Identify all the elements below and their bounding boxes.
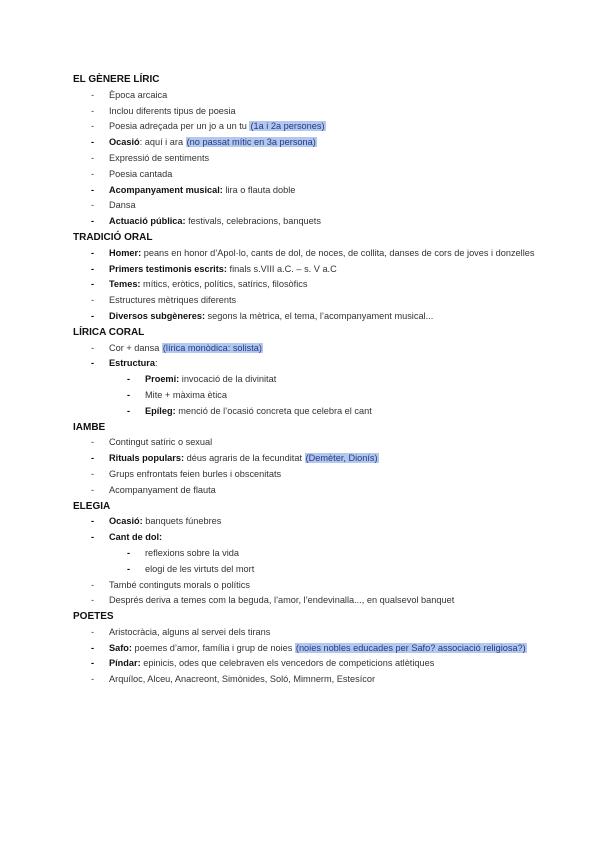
- item-term: Cant de dol:: [109, 532, 163, 543]
- dash-bullet: -: [127, 374, 131, 385]
- list-item: [73, 214, 543, 230]
- section-heading: ELEGIA: [73, 500, 111, 512]
- list-item: [73, 641, 543, 657]
- item-text: Dansa: [109, 200, 136, 211]
- list-item: [73, 135, 543, 151]
- item-text: Acompanyament de flauta: [109, 484, 216, 495]
- dash-bullet: -: [91, 200, 95, 211]
- dash-bullet: -: [91, 295, 95, 306]
- item-term: Actuació pública:: [109, 216, 186, 227]
- section-heading: TRADICIÓ ORAL: [73, 231, 153, 243]
- dash-bullet: -: [91, 184, 95, 195]
- list-item: [73, 309, 543, 325]
- item-text: festivals, celebracions, banquets: [185, 216, 321, 227]
- item-text: Poesia cantada: [109, 168, 173, 179]
- list-item: [73, 151, 543, 167]
- item-term: Píndar:: [109, 658, 141, 669]
- sub-list-item: [73, 562, 543, 578]
- item-term: Diversos subgèneres:: [109, 310, 205, 321]
- dash-bullet: -: [127, 547, 131, 558]
- item-text: Cor + dansa: [109, 342, 162, 353]
- item-term: Ocasió: [109, 137, 140, 148]
- item-term: Temes:: [109, 279, 141, 290]
- dash-bullet: -: [127, 389, 131, 400]
- item-term: Safo:: [109, 642, 132, 653]
- item-text: Poesia adreçada per un jo a un tu: [109, 121, 250, 132]
- dash-bullet: -: [91, 658, 95, 669]
- section-heading: EL GÈNERE LÍRIC: [73, 74, 160, 85]
- list-item: [73, 483, 543, 499]
- item-text: Inclou diferents tipus de poesia: [109, 105, 236, 116]
- item-text: Mite + màxima ètica: [145, 389, 227, 400]
- dash-bullet: -: [91, 216, 95, 227]
- list-item: [73, 262, 543, 278]
- item-text: poemes d’amor, família i grup de noies: [131, 642, 295, 653]
- dash-bullet: -: [91, 152, 95, 163]
- list-item: [73, 167, 543, 183]
- item-text: peans en honor d’Apol·lo, cants de dol, de noces, de collita, danses de cors de joves i donzelles: [141, 247, 535, 258]
- section-heading: POETES: [73, 611, 114, 623]
- item-text: També continguts morals o polítics: [109, 579, 250, 590]
- item-text: lira o flauta doble: [222, 184, 296, 195]
- dash-bullet: -: [91, 437, 95, 448]
- dash-bullet: -: [91, 137, 95, 148]
- dash-bullet: -: [91, 453, 95, 464]
- dash-bullet: -: [91, 595, 95, 606]
- list-item: [73, 625, 543, 641]
- item-text: Expressió de sentiments: [109, 152, 210, 163]
- list-item: [73, 119, 543, 135]
- list-item: [73, 198, 543, 214]
- dash-bullet: -: [91, 105, 95, 116]
- sub-list-item: [73, 546, 543, 562]
- item-text: Època arcaica: [109, 89, 168, 100]
- dash-bullet: -: [91, 579, 95, 590]
- dash-bullet: -: [91, 121, 95, 132]
- sub-list-item: [73, 404, 543, 420]
- list-item: [73, 578, 543, 594]
- dash-bullet: -: [91, 310, 95, 321]
- highlighted-note: (1a i 2a persones): [250, 121, 325, 132]
- list-item: [73, 246, 543, 262]
- dash-bullet: -: [91, 89, 95, 100]
- list-item: [73, 514, 543, 530]
- dash-bullet: -: [91, 516, 95, 527]
- dash-bullet: -: [127, 405, 131, 416]
- sub-list-item: [73, 372, 543, 388]
- item-term: Acompanyament musical:: [109, 184, 223, 195]
- item-text: segons la mètrica, el tema, l’acompanyament musical...: [205, 310, 434, 321]
- list-item: [73, 356, 543, 372]
- highlighted-note: (no passat mític en 3a persona): [186, 137, 316, 148]
- item-text: invocació de la divinitat: [179, 374, 277, 385]
- item-text: :: [154, 358, 158, 369]
- dash-bullet: -: [91, 642, 95, 653]
- list-item: [73, 341, 543, 357]
- list-item: [73, 451, 543, 467]
- item-text: Grups enfrontats feien burles i obscenitats: [109, 468, 282, 479]
- item-term: Primers testimonis escrits:: [109, 263, 227, 274]
- item-text: déus agraris de la fecunditat: [184, 453, 305, 464]
- list-item: [73, 88, 543, 104]
- list-item: [73, 467, 543, 483]
- dash-bullet: -: [91, 263, 95, 274]
- dash-bullet: -: [91, 168, 95, 179]
- item-text: epinicis, odes que celebraven els vencedors de competicions atlètiques: [140, 658, 435, 669]
- section-heading: IAMBE: [73, 421, 106, 433]
- item-text: : aquí i ara: [139, 137, 186, 148]
- highlighted-note: (noies nobles educades per Safo? associació religiosa?): [295, 642, 526, 653]
- dash-bullet: -: [91, 342, 95, 353]
- item-text: banquets fúnebres: [142, 516, 222, 527]
- list-item: [73, 530, 543, 546]
- list-item: [73, 656, 543, 672]
- item-text: Estructures mètriques diferents: [109, 295, 237, 306]
- item-term: Epíleg:: [145, 405, 176, 416]
- list-item: [73, 672, 543, 688]
- item-text: Arquíloc, Alceu, Anacreont, Simònides, Soló, Mimnerm, Estesícor: [109, 674, 376, 685]
- item-text: Aristocràcia, alguns al servei dels tirans: [109, 626, 271, 637]
- highlighted-note: (Demèter, Dionís): [305, 453, 378, 464]
- list-item: [73, 277, 543, 293]
- item-term: Estructura: [109, 358, 155, 369]
- list-item: [73, 293, 543, 309]
- document-body: [73, 72, 543, 688]
- highlighted-note: (lírica monòdica: solista): [162, 342, 262, 353]
- item-term: Rituals populars:: [109, 453, 185, 464]
- dash-bullet: -: [91, 358, 95, 369]
- list-item: [73, 593, 543, 609]
- dash-bullet: -: [91, 626, 95, 637]
- dash-bullet: -: [91, 468, 95, 479]
- dash-bullet: -: [127, 563, 131, 574]
- item-text: reflexions sobre la vida: [145, 547, 239, 558]
- item-text: Després deriva a temes com la beguda, l’amor, l’endevinalla..., en qualsevol banquet: [109, 595, 455, 606]
- dash-bullet: -: [91, 532, 95, 543]
- item-text: elogi de les virtuts del mort: [145, 563, 255, 574]
- item-term: Proemi:: [145, 374, 180, 385]
- dash-bullet: -: [91, 674, 95, 685]
- list-item: [73, 104, 543, 120]
- item-term: Ocasió:: [109, 516, 143, 527]
- list-item: [73, 183, 543, 199]
- item-text: mítics, eròtics, polítics, satírics, filosòfics: [140, 279, 308, 290]
- sub-list-item: [73, 388, 543, 404]
- item-text: finals s.VIII a.C. – s. V a.C: [226, 263, 337, 274]
- item-text: menció de l’ocasió concreta que celebra el cant: [175, 405, 372, 416]
- item-text: Contingut satíric o sexual: [109, 437, 213, 448]
- dash-bullet: -: [91, 279, 95, 290]
- dash-bullet: -: [91, 484, 95, 495]
- item-term: Homer:: [109, 247, 142, 258]
- section-heading: LÍRICA CORAL: [73, 326, 145, 338]
- dash-bullet: -: [91, 247, 95, 258]
- list-item: [73, 435, 543, 451]
